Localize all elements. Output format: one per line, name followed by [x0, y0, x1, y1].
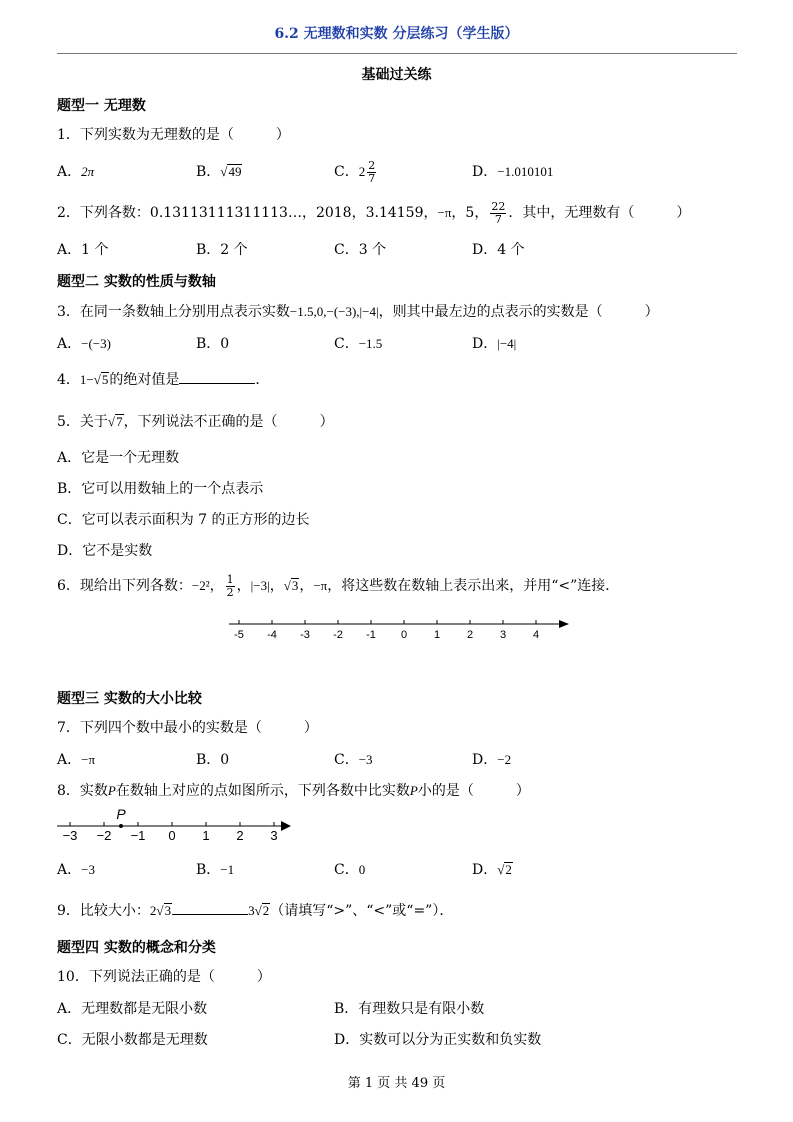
- q6-axis-tick-label: -4: [267, 629, 277, 641]
- q6-axis-tick-label: -5: [234, 629, 244, 641]
- q10-option-b: B．有理数只是有限小数: [334, 1001, 485, 1017]
- q6-axis-tick-label: 2: [466, 629, 474, 641]
- q7-option-b: B．0: [196, 752, 230, 768]
- q6-number-line: [225, 612, 575, 642]
- q8-axis-tick-label: −2: [96, 828, 112, 843]
- q3-option-b: B．0: [196, 336, 230, 352]
- sub-title: 基础过关练: [361, 67, 432, 83]
- q6-axis-tick-label: 3: [499, 629, 507, 641]
- q1-option-d: D．−1.010101: [472, 164, 554, 180]
- q6-axis-tick-label: 4: [532, 629, 540, 641]
- q6-axis-tick-label: 0: [400, 629, 408, 641]
- q5-option-b: B．它可以用数轴上的一个点表示: [57, 481, 264, 497]
- question-1: [57, 126, 290, 144]
- q6-axis-tick-label: 1: [433, 629, 441, 641]
- q8-axis-tick-label: 3: [270, 828, 278, 843]
- section-heading-2: 题型二 实数的性质与数轴: [57, 274, 216, 290]
- q5-option-d: D．它不是实数: [57, 543, 153, 559]
- q1-option-b: B．√49: [196, 164, 242, 180]
- q6-axis-tick-label: -2: [333, 629, 343, 641]
- q8-axis-tick-label: 2: [236, 828, 244, 843]
- q5-option-c: C．它可以表示面积为 7 的正方形的边长: [57, 512, 310, 528]
- q2-option-b: B．2 个: [196, 242, 248, 258]
- section-heading-1: 题型一 无理数: [57, 98, 146, 114]
- q8-axis-tick-label: −3: [62, 828, 78, 843]
- q10-option-d: D．实数可以分为正实数和负实数: [334, 1032, 542, 1048]
- q8-option-d: D．√2: [472, 862, 512, 878]
- question-7: 7．下列四个数中最小的实数是（ ）: [57, 720, 318, 736]
- q7-option-d: D．−2: [472, 752, 512, 768]
- q10-option-a: A．无理数都是无限小数: [57, 1001, 208, 1017]
- q4-answer-blank: [179, 371, 255, 384]
- q1-close: ）: [275, 127, 290, 143]
- q3-option-c: C．−1.5: [334, 336, 383, 352]
- q2-option-d: D．4 个: [472, 242, 525, 258]
- q6-axis-tick-label: -1: [366, 629, 376, 641]
- q8-option-a: A．−3: [57, 862, 95, 878]
- q1-option-a: A．2π: [57, 164, 95, 180]
- page-footer: 第 1 页 共 49 页: [347, 1076, 446, 1091]
- question-8: 8．实数P在数轴上对应的点如图所示，下列各数中比实数P小的是（ ）: [57, 783, 530, 799]
- q6-axis-tick-label: -3: [300, 629, 310, 641]
- q8-option-b: B．−1: [196, 862, 235, 878]
- point-p-marker: [119, 824, 123, 828]
- q8-number-line: [57, 806, 302, 846]
- q2-option-a: A．1 个: [57, 242, 109, 258]
- header-divider: [57, 53, 737, 54]
- q8-axis-tick-label: −1: [130, 828, 146, 843]
- q8-axis-tick-label: 1: [202, 828, 210, 843]
- document-header: 6.2 无理数和实数 分层练习（学生版）: [274, 26, 519, 42]
- q1-stem: 1．下列实数为无理数的是（: [57, 127, 234, 143]
- q7-option-a: A．−π: [57, 752, 96, 768]
- question-9: 9．比较大小：2√3 3√2（请填写“>”、“<”或“=”）．: [57, 903, 454, 919]
- section-heading-3: 题型三 实数的大小比较: [57, 691, 202, 707]
- q8-axis-tick-label: 0: [168, 828, 176, 843]
- section-heading-4: 题型四 实数的概念和分类: [57, 940, 216, 956]
- question-2: 2．下列各数：0.13113111311113…，2018，3.14159，−π，5， $\frac{22}{7}$ ．其中，无理数有（ ）: [57, 199, 691, 226]
- question-3: 3．在同一条数轴上分别用点表示实数−1.5,0,−(−3),|−4|，则其中最左边的点表示的实数是（ ）: [57, 304, 659, 320]
- q5-option-a: A．它是一个无理数: [57, 450, 180, 466]
- question-10: 10．下列说法正确的是（ ）: [57, 969, 271, 985]
- question-4: 4．1−√5的绝对值是 ．: [57, 372, 270, 388]
- q9-answer-blank: [172, 902, 248, 915]
- q8-option-c: C．0: [334, 862, 366, 878]
- q10-option-c: C．无限小数都是无理数: [57, 1032, 208, 1048]
- q2-option-c: C．3 个: [334, 242, 387, 258]
- question-5: 5．关于√7，下列说法不正确的是（ ）: [57, 414, 334, 430]
- q1-option-c: C．2 $\frac{2}{7}$: [334, 158, 376, 185]
- point-p-label: P: [116, 806, 126, 822]
- q3-option-a: A．−(−3): [57, 336, 111, 352]
- q3-option-d: D．|−4|: [472, 336, 517, 352]
- question-6: 6．现给出下列各数：−2²， $\frac{1}{2}$ ，|−3|，√3，−π，将这些数在数轴上表示出来，并用“<”连接．: [57, 572, 620, 599]
- q7-option-c: C．−3: [334, 752, 373, 768]
